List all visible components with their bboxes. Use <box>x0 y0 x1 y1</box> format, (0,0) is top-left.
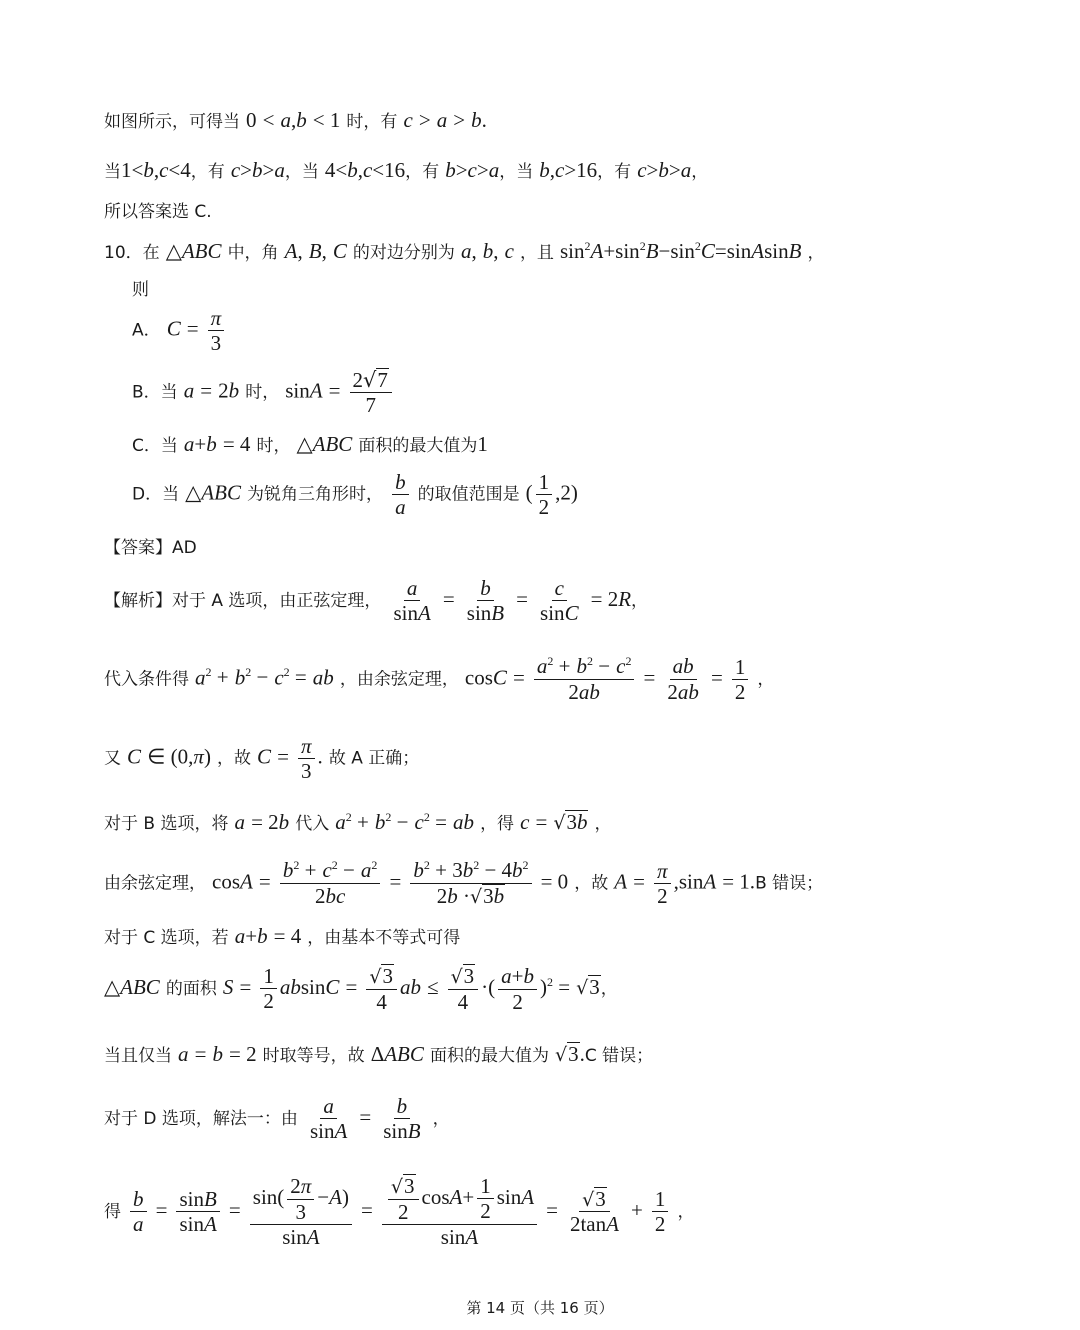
analysis-b-cosine: 由余弦定理， cosA = $\frac{b^2 + c^2 - a^2}{2bc}$ = $\frac{b^2 + 3b^2 - 4b^2}{2b \cdot√3b}$ = 0 ，故 A = $\frac{\pi}{2}$ ,sinA = 1.B 错误； <box>104 858 824 908</box>
analysis-a: 【解析】对于 A 选项，由正弦定理， $\frac{a}{\sin A}$ = $\frac{b}{\sin B}$ = $\frac{c}{\sin C}$ = 2R， <box>104 576 649 626</box>
analysis-c: 对于 C 选项，若 a+b = 4 ，由基本不等式可得 <box>104 924 461 948</box>
question-10-stem: 10．在 △ABC 中，角 A, B, C 的对边分别为 a, b, c ，且 $\sin^2A+\sin^2B-\sin^2C=sinAsinB$ ， <box>104 239 825 263</box>
analysis-c-conclusion: 当且仅当 a = b = 2 时取等号，故 ΔABC 面积的最大值为 √3.C 错误； <box>104 1042 654 1066</box>
answer-line: 【答案】AD <box>104 538 197 558</box>
page-footer: 第 14 页（共 16 页） <box>466 1299 614 1317</box>
text-line-2: 当1<b,c<4，有 c>b>a，当 4<b,c<16，有 b>c>a，当 b,c>16，有 c>b>a， <box>104 158 709 182</box>
analysis-a-cosine: 代入条件得 $a^2 + b^2 - c^2$ = ab ，由余弦定理， cosC = $\frac{a^2 + b^2 - c^2}{2ab}$ = $\frac{ab}{2ab}$ = $\frac{1}{2}$ ， <box>104 654 775 704</box>
analysis-b: 对于 B 选项，将 a = 2b 代入 $a^2 + b^2 - c^2$ = ab ，得 c = √3b ， <box>104 810 612 834</box>
option-a: A． C = $\frac{\pi}{3}$ <box>132 306 227 355</box>
analysis-d-derivation: 得 $\frac{b}{a}$ = $\frac{\sin B}{\sin A}$ = sin( $\frac{2\pi}{3}$ −A) sinA = $\frac{√3}{2}$ cosA+ $\frac{1}{2}$ sinA sinA = $\frac{√3}{2\tan A}$ + $\frac{1}{2}$ ， <box>104 1174 695 1249</box>
analysis-a-conclusion: 又 C ∈ (0,π) ，故 C = $\frac{\pi}{3}$ . 故 A 正确； <box>104 734 420 784</box>
text-line-1: 如图所示，可得当 0 < a,b < 1 时，有 c > a > b. <box>104 108 487 132</box>
option-b: B．当 a = 2b 时， sinA = $\frac{2√7}{7}$ <box>132 368 395 417</box>
option-d: D．当 △ABC 为锐角三角形时， $\frac{b}{a}$ 的取值范围是 ( $\frac{1}{2}$ ,2) <box>132 470 578 520</box>
question-10-stem-cont: 则 <box>132 280 149 300</box>
option-c: C．当 a+b = 4 时， △ABC 面积的最大值为1 <box>132 432 488 456</box>
text-line-3: 所以答案选 C. <box>104 202 212 222</box>
analysis-d: 对于 D 选项，解法一：由 $\frac{a}{\sin A}$ = $\frac{b}{\sin B}$ ， <box>104 1094 450 1144</box>
analysis-c-area: △ABC 的面积 S = $\frac{1}{2}$ absinC = $\frac{√3}{4}$ ab ≤ $\frac{√3}{4}$ ·( $\frac{a+b}{2}$ )$^2$ = √3， <box>104 964 618 1014</box>
